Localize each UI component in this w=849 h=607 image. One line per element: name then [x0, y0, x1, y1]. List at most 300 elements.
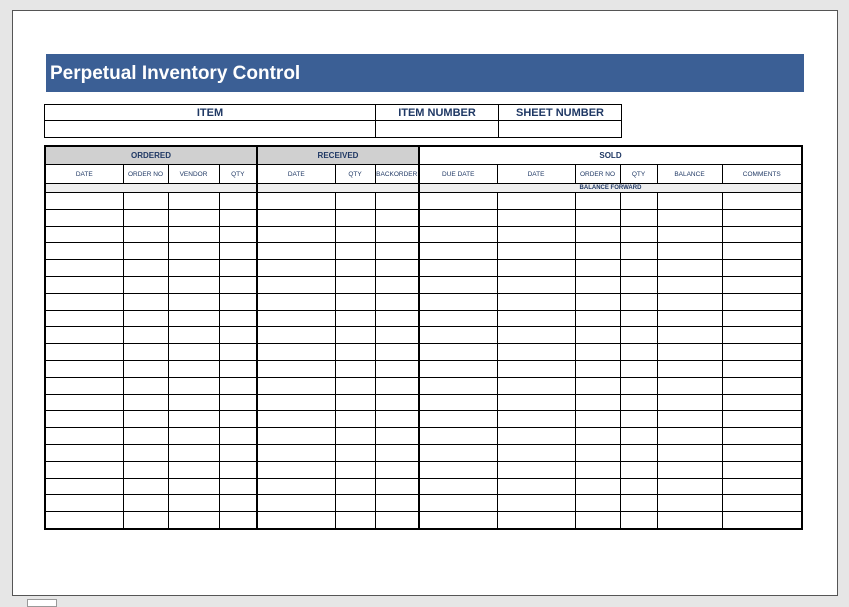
table-cell[interactable] — [335, 310, 375, 327]
table-cell[interactable] — [575, 512, 620, 529]
table-cell[interactable] — [419, 193, 497, 210]
table-cell[interactable] — [45, 495, 123, 512]
table-cell[interactable] — [219, 293, 257, 310]
table-cell[interactable] — [335, 226, 375, 243]
table-cell[interactable] — [657, 512, 722, 529]
table-cell[interactable] — [419, 478, 497, 495]
table-cell[interactable] — [419, 360, 497, 377]
table-cell[interactable] — [657, 209, 722, 226]
table-cell[interactable] — [219, 360, 257, 377]
table-cell[interactable] — [219, 512, 257, 529]
table-row — [45, 226, 802, 243]
table-cell[interactable] — [620, 495, 657, 512]
received-date-header: DATE — [257, 165, 335, 184]
table-row — [45, 411, 802, 428]
table-cell[interactable] — [335, 444, 375, 461]
table-cell[interactable] — [419, 344, 497, 361]
balance-forward-label: BALANCE FORWARD — [419, 184, 802, 193]
table-cell[interactable] — [375, 310, 419, 327]
table-cell[interactable] — [620, 260, 657, 277]
sold-comments-header: COMMENTS — [722, 165, 802, 184]
table-cell[interactable] — [722, 428, 802, 445]
table-cell[interactable] — [497, 226, 575, 243]
table-cell[interactable] — [335, 243, 375, 260]
table-cell[interactable] — [722, 444, 802, 461]
table-cell[interactable] — [375, 260, 419, 277]
table-cell[interactable] — [219, 243, 257, 260]
table-cell[interactable] — [575, 461, 620, 478]
table-row — [45, 209, 802, 226]
table-cell[interactable] — [168, 478, 219, 495]
table-cell[interactable] — [168, 193, 219, 210]
table-row — [45, 444, 802, 461]
table-cell[interactable] — [335, 344, 375, 361]
table-cell[interactable] — [620, 293, 657, 310]
table-cell[interactable] — [722, 193, 802, 210]
table-cell[interactable] — [575, 293, 620, 310]
table-cell[interactable] — [335, 495, 375, 512]
table-cell[interactable] — [375, 327, 419, 344]
table-cell[interactable] — [575, 327, 620, 344]
table-cell[interactable] — [575, 260, 620, 277]
table-cell[interactable] — [257, 226, 335, 243]
table-cell[interactable] — [575, 377, 620, 394]
table-cell[interactable] — [657, 344, 722, 361]
table-cell[interactable] — [497, 377, 575, 394]
sold-order-no-header: ORDER NO — [575, 165, 620, 184]
table-cell[interactable] — [657, 478, 722, 495]
table-row — [45, 260, 802, 277]
table-cell[interactable] — [257, 243, 335, 260]
table-cell[interactable] — [722, 310, 802, 327]
item-number-label: ITEM NUMBER — [376, 105, 499, 121]
table-cell[interactable] — [419, 276, 497, 293]
table-cell[interactable] — [620, 394, 657, 411]
ordered-order-no-header: ORDER NO — [123, 165, 168, 184]
table-cell[interactable] — [620, 444, 657, 461]
table-cell[interactable] — [419, 226, 497, 243]
table-cell[interactable] — [123, 293, 168, 310]
table-cell[interactable] — [219, 260, 257, 277]
received-group-header: RECEIVED — [257, 146, 419, 165]
table-cell[interactable] — [419, 512, 497, 529]
table-row — [45, 495, 802, 512]
table-cell[interactable] — [123, 377, 168, 394]
table-cell[interactable] — [168, 276, 219, 293]
table-cell[interactable] — [497, 411, 575, 428]
table-cell[interactable] — [45, 411, 123, 428]
table-cell[interactable] — [620, 327, 657, 344]
table-cell[interactable] — [722, 209, 802, 226]
table-cell[interactable] — [375, 243, 419, 260]
table-row — [45, 276, 802, 293]
table-cell[interactable] — [123, 444, 168, 461]
table-cell[interactable] — [219, 377, 257, 394]
table-cell[interactable] — [257, 444, 335, 461]
table-cell[interactable] — [335, 394, 375, 411]
table-row — [45, 478, 802, 495]
table-cell[interactable] — [620, 193, 657, 210]
table-cell[interactable] — [375, 428, 419, 445]
table-cell[interactable] — [123, 495, 168, 512]
table-cell[interactable] — [575, 444, 620, 461]
table-cell[interactable] — [45, 461, 123, 478]
table-cell[interactable] — [45, 193, 123, 210]
sheet-number-label: SHEET NUMBER — [499, 105, 622, 121]
table-cell[interactable] — [575, 310, 620, 327]
table-cell[interactable] — [257, 394, 335, 411]
table-cell[interactable] — [419, 428, 497, 445]
table-cell[interactable] — [657, 310, 722, 327]
table-cell[interactable] — [257, 209, 335, 226]
table-cell[interactable] — [45, 243, 123, 260]
table-cell[interactable] — [419, 209, 497, 226]
table-cell[interactable] — [45, 360, 123, 377]
table-cell[interactable] — [497, 428, 575, 445]
item-info-table — [44, 104, 622, 138]
table-cell[interactable] — [335, 276, 375, 293]
table-cell[interactable] — [45, 293, 123, 310]
sold-group-header: SOLD — [419, 146, 802, 165]
table-cell[interactable] — [657, 495, 722, 512]
table-cell[interactable] — [722, 327, 802, 344]
table-cell[interactable] — [168, 243, 219, 260]
table-cell[interactable] — [45, 310, 123, 327]
table-cell[interactable] — [123, 411, 168, 428]
table-cell[interactable] — [45, 344, 123, 361]
table-cell[interactable] — [722, 276, 802, 293]
table-cell[interactable] — [168, 428, 219, 445]
table-cell[interactable] — [722, 495, 802, 512]
table-cell[interactable] — [45, 276, 123, 293]
table-cell[interactable] — [123, 193, 168, 210]
table-row — [45, 428, 802, 445]
table-cell[interactable] — [335, 411, 375, 428]
table-row — [45, 193, 802, 210]
table-cell[interactable] — [620, 209, 657, 226]
table-cell[interactable] — [620, 428, 657, 445]
table-cell[interactable] — [620, 360, 657, 377]
table-cell[interactable] — [123, 344, 168, 361]
table-cell[interactable] — [722, 478, 802, 495]
table-cell[interactable] — [257, 276, 335, 293]
table-cell[interactable] — [335, 209, 375, 226]
table-cell[interactable] — [620, 478, 657, 495]
table-cell[interactable] — [257, 512, 335, 529]
table-cell[interactable] — [722, 411, 802, 428]
table-cell[interactable] — [575, 495, 620, 512]
table-cell[interactable] — [45, 327, 123, 344]
table-cell[interactable] — [168, 495, 219, 512]
ordered-date-header: DATE — [45, 165, 123, 184]
table-cell[interactable] — [123, 512, 168, 529]
table-cell[interactable] — [620, 344, 657, 361]
table-cell[interactable] — [123, 310, 168, 327]
table-cell[interactable] — [219, 444, 257, 461]
ordered-group-header: ORDERED — [45, 146, 257, 165]
inventory-table — [44, 145, 803, 530]
table-cell[interactable] — [257, 377, 335, 394]
table-cell[interactable] — [257, 360, 335, 377]
table-cell[interactable] — [575, 276, 620, 293]
table-cell[interactable] — [375, 478, 419, 495]
table-cell[interactable] — [375, 209, 419, 226]
table-cell[interactable] — [123, 260, 168, 277]
table-cell[interactable] — [575, 394, 620, 411]
table-cell[interactable] — [168, 411, 219, 428]
table-row — [45, 394, 802, 411]
table-cell[interactable] — [123, 360, 168, 377]
table-cell[interactable] — [497, 243, 575, 260]
table-cell[interactable] — [375, 276, 419, 293]
table-cell[interactable] — [45, 377, 123, 394]
table-cell[interactable] — [497, 444, 575, 461]
table-cell[interactable] — [620, 512, 657, 529]
table-cell[interactable] — [168, 444, 219, 461]
table-cell[interactable] — [257, 478, 335, 495]
table-cell[interactable] — [335, 377, 375, 394]
table-cell[interactable] — [257, 344, 335, 361]
table-cell[interactable] — [257, 193, 335, 210]
table-cell[interactable] — [375, 344, 419, 361]
table-cell[interactable] — [219, 276, 257, 293]
table-cell[interactable] — [722, 293, 802, 310]
table-cell[interactable] — [219, 344, 257, 361]
table-cell[interactable] — [168, 293, 219, 310]
table-cell[interactable] — [620, 461, 657, 478]
table-cell[interactable] — [375, 193, 419, 210]
table-cell[interactable] — [657, 260, 722, 277]
table-cell[interactable] — [575, 243, 620, 260]
table-cell[interactable] — [335, 461, 375, 478]
table-cell[interactable] — [575, 411, 620, 428]
table-cell[interactable] — [335, 327, 375, 344]
table-cell[interactable] — [168, 377, 219, 394]
table-cell[interactable] — [257, 310, 335, 327]
table-cell[interactable] — [620, 310, 657, 327]
table-cell[interactable] — [375, 444, 419, 461]
table-cell[interactable] — [45, 394, 123, 411]
table-cell[interactable] — [45, 226, 123, 243]
table-cell[interactable] — [657, 193, 722, 210]
table-cell[interactable] — [257, 327, 335, 344]
table-cell[interactable] — [219, 310, 257, 327]
table-cell[interactable] — [375, 360, 419, 377]
table-cell[interactable] — [257, 461, 335, 478]
table-cell[interactable] — [123, 209, 168, 226]
item-label: ITEM — [45, 105, 376, 121]
table-cell[interactable] — [497, 478, 575, 495]
table-cell[interactable] — [219, 209, 257, 226]
table-cell[interactable] — [45, 260, 123, 277]
table-cell[interactable] — [657, 293, 722, 310]
table-cell[interactable] — [657, 377, 722, 394]
table-cell[interactable] — [657, 444, 722, 461]
table-cell[interactable] — [497, 260, 575, 277]
table-cell[interactable] — [722, 344, 802, 361]
table-cell[interactable] — [620, 226, 657, 243]
table-cell[interactable] — [620, 411, 657, 428]
table-cell[interactable] — [123, 243, 168, 260]
table-cell[interactable] — [722, 461, 802, 478]
table-cell[interactable] — [497, 512, 575, 529]
table-cell[interactable] — [657, 411, 722, 428]
table-cell[interactable] — [123, 226, 168, 243]
table-cell[interactable] — [575, 193, 620, 210]
title-bar — [46, 54, 804, 92]
table-cell[interactable] — [375, 411, 419, 428]
table-cell[interactable] — [168, 344, 219, 361]
table-cell[interactable] — [419, 243, 497, 260]
table-cell[interactable] — [123, 461, 168, 478]
table-cell[interactable] — [419, 377, 497, 394]
table-cell[interactable] — [219, 461, 257, 478]
table-cell[interactable] — [497, 209, 575, 226]
table-cell[interactable] — [620, 276, 657, 293]
table-cell[interactable] — [257, 293, 335, 310]
ordered-vendor-header: VENDOR — [168, 165, 219, 184]
table-cell[interactable] — [419, 260, 497, 277]
table-cell[interactable] — [419, 411, 497, 428]
table-cell[interactable] — [123, 327, 168, 344]
table-cell[interactable] — [168, 260, 219, 277]
table-cell[interactable] — [375, 377, 419, 394]
table-cell[interactable] — [575, 209, 620, 226]
table-cell[interactable] — [335, 360, 375, 377]
table-cell[interactable] — [722, 260, 802, 277]
table-cell[interactable] — [219, 478, 257, 495]
table-cell[interactable] — [657, 428, 722, 445]
table-cell[interactable] — [257, 260, 335, 277]
table-cell[interactable] — [722, 394, 802, 411]
table-cell[interactable] — [219, 193, 257, 210]
item-cell[interactable] — [45, 121, 376, 138]
table-cell[interactable] — [497, 360, 575, 377]
table-cell[interactable] — [219, 226, 257, 243]
table-cell[interactable] — [335, 260, 375, 277]
page-title: Perpetual Inventory Control — [50, 63, 301, 84]
table-cell[interactable] — [722, 226, 802, 243]
received-qty-header: QTY — [335, 165, 375, 184]
table-cell[interactable] — [168, 209, 219, 226]
table-cell[interactable] — [497, 310, 575, 327]
table-cell[interactable] — [45, 209, 123, 226]
item-number-cell[interactable] — [376, 121, 499, 138]
sold-balance-header: BALANCE — [657, 165, 722, 184]
table-cell[interactable] — [123, 478, 168, 495]
table-cell[interactable] — [375, 226, 419, 243]
sheet-tab[interactable] — [27, 599, 57, 607]
table-cell[interactable] — [657, 360, 722, 377]
table-cell[interactable] — [219, 327, 257, 344]
table-cell[interactable] — [657, 461, 722, 478]
table-cell[interactable] — [219, 411, 257, 428]
table-cell[interactable] — [219, 394, 257, 411]
table-cell[interactable] — [722, 512, 802, 529]
data-rows — [45, 193, 802, 529]
table-cell[interactable] — [45, 428, 123, 445]
sheet-number-cell[interactable] — [499, 121, 622, 138]
table-cell[interactable] — [335, 428, 375, 445]
table-cell[interactable] — [575, 226, 620, 243]
table-cell[interactable] — [45, 512, 123, 529]
table-cell[interactable] — [657, 226, 722, 243]
table-cell[interactable] — [419, 310, 497, 327]
table-cell[interactable] — [375, 293, 419, 310]
table-cell[interactable] — [419, 444, 497, 461]
table-cell[interactable] — [419, 394, 497, 411]
table-cell[interactable] — [257, 411, 335, 428]
table-cell[interactable] — [722, 243, 802, 260]
table-cell[interactable] — [219, 428, 257, 445]
table-cell[interactable] — [168, 327, 219, 344]
table-cell[interactable] — [168, 461, 219, 478]
table-cell[interactable] — [722, 360, 802, 377]
table-cell[interactable] — [335, 478, 375, 495]
table-cell[interactable] — [257, 428, 335, 445]
table-cell[interactable] — [168, 360, 219, 377]
table-cell[interactable] — [722, 377, 802, 394]
table-cell[interactable] — [168, 512, 219, 529]
table-row — [45, 243, 802, 260]
table-cell[interactable] — [335, 512, 375, 529]
table-cell[interactable] — [497, 344, 575, 361]
table-cell[interactable] — [575, 360, 620, 377]
table-cell[interactable] — [375, 461, 419, 478]
table-cell[interactable] — [657, 394, 722, 411]
table-row — [45, 461, 802, 478]
table-cell[interactable] — [168, 226, 219, 243]
table-cell[interactable] — [657, 243, 722, 260]
table-cell[interactable] — [497, 293, 575, 310]
table-cell[interactable] — [419, 495, 497, 512]
table-cell[interactable] — [419, 293, 497, 310]
table-cell[interactable] — [257, 495, 335, 512]
table-row — [45, 344, 802, 361]
table-cell[interactable] — [497, 327, 575, 344]
table-cell[interactable] — [620, 377, 657, 394]
table-cell[interactable] — [123, 394, 168, 411]
table-cell[interactable] — [620, 243, 657, 260]
table-cell[interactable] — [575, 428, 620, 445]
table-cell[interactable] — [657, 327, 722, 344]
table-cell[interactable] — [45, 444, 123, 461]
table-cell[interactable] — [575, 478, 620, 495]
table-cell[interactable] — [419, 461, 497, 478]
table-cell[interactable] — [657, 276, 722, 293]
table-cell[interactable] — [497, 276, 575, 293]
table-cell[interactable] — [375, 495, 419, 512]
table-cell[interactable] — [497, 394, 575, 411]
table-cell[interactable] — [497, 495, 575, 512]
table-cell[interactable] — [335, 293, 375, 310]
table-cell[interactable] — [335, 193, 375, 210]
table-cell[interactable] — [123, 428, 168, 445]
table-cell[interactable] — [375, 512, 419, 529]
table-cell[interactable] — [419, 327, 497, 344]
table-row — [45, 293, 802, 310]
table-row — [45, 310, 802, 327]
table-cell[interactable] — [497, 193, 575, 210]
table-cell[interactable] — [168, 310, 219, 327]
table-cell[interactable] — [375, 394, 419, 411]
table-cell[interactable] — [45, 478, 123, 495]
table-cell[interactable] — [123, 276, 168, 293]
table-cell[interactable] — [168, 394, 219, 411]
table-cell[interactable] — [575, 344, 620, 361]
table-cell[interactable] — [497, 461, 575, 478]
table-cell[interactable] — [219, 495, 257, 512]
